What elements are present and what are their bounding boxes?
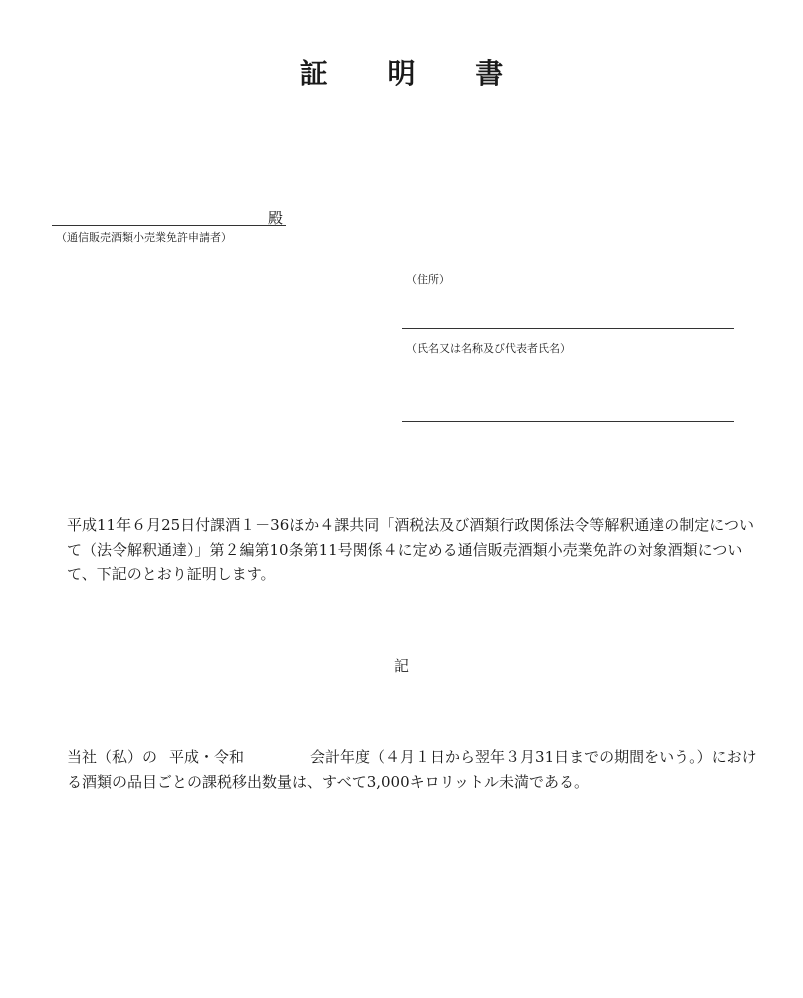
address-underline [402, 328, 734, 329]
document-title [0, 52, 803, 92]
statement-body: 会計年度（４月１日から翌年３月31日までの期間をいう。）における酒類の品目ごとの課税移出数量は、すべて3,000キロリットル未満である。 [67, 748, 757, 791]
name-label: （氏名又は名称及び代表者氏名） [406, 342, 571, 355]
certification-paragraph: 平成11年６月25日付課酒１－36ほか４課共同「酒税法及び酒類行政関係法令等解釈通達の制定について（法令解釈通達）」第２編第10条第11号関係４に定める通信販売酒類小売業免許の対象酒類について、下記のとおり証明します。 [67, 516, 754, 583]
addressee-honorific: 殿 [268, 209, 284, 227]
addressee-note: （通信販売酒類小売業免許申請者） [56, 231, 232, 244]
title-char-1: 証 [299, 57, 328, 90]
address-label: （住所） [406, 273, 450, 286]
era-text: 平成・令和 [169, 748, 245, 766]
ki-heading: 記 [393, 657, 409, 675]
title-char-3: 書 [475, 57, 504, 90]
addressee-underline [52, 225, 286, 226]
fiscal-year-statement [52, 745, 767, 794]
title-char-2: 明 [387, 57, 416, 90]
name-underline [402, 421, 734, 422]
statement-subject: 当社（私）の [67, 748, 158, 766]
